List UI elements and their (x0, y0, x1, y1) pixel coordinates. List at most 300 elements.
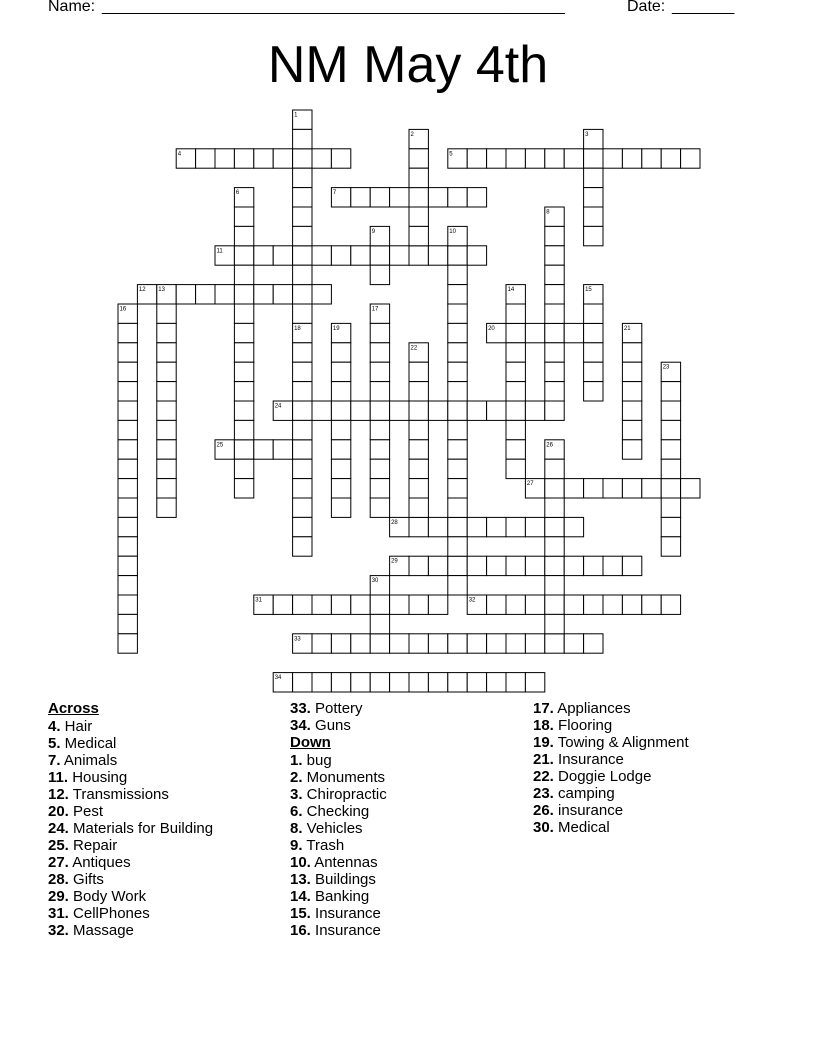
grid-cell[interactable] (545, 246, 564, 265)
grid-cell[interactable] (293, 188, 312, 207)
grid-cell[interactable] (118, 440, 137, 459)
grid-cell[interactable] (448, 634, 467, 653)
grid-cell[interactable] (293, 265, 312, 284)
grid-cell[interactable] (506, 362, 525, 381)
grid-cell[interactable] (681, 479, 700, 498)
grid-cell[interactable] (331, 673, 350, 692)
grid-cell[interactable] (157, 382, 176, 401)
grid-cell[interactable] (545, 323, 564, 342)
grid-cell[interactable] (409, 382, 428, 401)
grid-cell[interactable] (545, 343, 564, 362)
grid-cell[interactable] (428, 517, 447, 536)
grid-cell[interactable] (506, 595, 525, 614)
grid-cell[interactable] (467, 401, 486, 420)
grid-cell[interactable] (525, 149, 544, 168)
grid-cell[interactable] (642, 479, 661, 498)
grid-cell[interactable] (409, 188, 428, 207)
grid-cell[interactable] (584, 479, 603, 498)
grid-cell[interactable] (118, 614, 137, 633)
grid-cell[interactable] (564, 323, 583, 342)
grid-cell[interactable] (331, 459, 350, 478)
grid-cell[interactable] (234, 479, 253, 498)
grid-cell[interactable] (428, 188, 447, 207)
grid-cell[interactable] (661, 537, 680, 556)
grid-cell[interactable] (118, 537, 137, 556)
grid-cell[interactable] (312, 401, 331, 420)
grid-cell[interactable] (293, 246, 312, 265)
grid-cell[interactable] (234, 323, 253, 342)
grid-cell[interactable] (661, 517, 680, 536)
grid-cell[interactable] (525, 595, 544, 614)
grid-cell[interactable] (487, 149, 506, 168)
grid-cell[interactable] (390, 188, 409, 207)
grid-cell[interactable] (545, 382, 564, 401)
grid-cell[interactable] (467, 673, 486, 692)
grid-cell[interactable] (118, 634, 137, 653)
grid-cell[interactable] (331, 343, 350, 362)
grid-cell[interactable] (448, 673, 467, 692)
grid-cell[interactable] (448, 420, 467, 439)
grid-cell[interactable] (293, 129, 312, 148)
grid-cell[interactable] (351, 188, 370, 207)
grid-cell[interactable] (293, 459, 312, 478)
grid-cell[interactable] (506, 420, 525, 439)
grid-cell[interactable] (293, 304, 312, 323)
grid-cell[interactable] (118, 576, 137, 595)
grid-cell[interactable] (370, 401, 389, 420)
grid-cell[interactable] (661, 401, 680, 420)
grid-cell[interactable] (293, 226, 312, 245)
cell-number: 23 (662, 364, 670, 371)
grid-cell[interactable] (370, 362, 389, 381)
grid-cell[interactable] (409, 634, 428, 653)
grid-cell[interactable] (409, 207, 428, 226)
grid-cell[interactable] (409, 362, 428, 381)
grid-cell[interactable] (564, 149, 583, 168)
grid-cell[interactable] (448, 479, 467, 498)
grid-cell[interactable] (157, 420, 176, 439)
grid-cell[interactable] (370, 246, 389, 265)
grid-cell[interactable] (118, 517, 137, 536)
grid-cell[interactable] (370, 188, 389, 207)
grid-cell[interactable] (487, 634, 506, 653)
grid-cell[interactable] (370, 459, 389, 478)
grid-cell[interactable] (293, 673, 312, 692)
grid-cell[interactable] (370, 343, 389, 362)
grid-cell[interactable] (312, 246, 331, 265)
grid-cell[interactable] (545, 595, 564, 614)
date-line[interactable]: _______ (672, 0, 735, 15)
grid-cell[interactable] (370, 323, 389, 342)
grid-cell[interactable] (545, 576, 564, 595)
grid-cell[interactable] (293, 285, 312, 304)
grid-cell[interactable] (564, 517, 583, 536)
grid-cell[interactable] (273, 246, 292, 265)
grid-cell[interactable] (603, 595, 622, 614)
grid-cell[interactable] (409, 401, 428, 420)
grid-cell[interactable] (506, 343, 525, 362)
grid-cell[interactable] (545, 226, 564, 245)
grid-cell[interactable] (409, 168, 428, 187)
grid-cell[interactable] (506, 556, 525, 575)
grid-cell[interactable] (351, 595, 370, 614)
grid-cell[interactable] (370, 420, 389, 439)
grid-cell[interactable] (467, 556, 486, 575)
grid-cell[interactable] (409, 420, 428, 439)
grid-cell[interactable] (234, 149, 253, 168)
grid-cell[interactable] (312, 673, 331, 692)
grid-cell[interactable] (331, 401, 350, 420)
grid-cell[interactable] (118, 420, 137, 439)
grid-cell[interactable] (351, 634, 370, 653)
grid-cell[interactable] (118, 323, 137, 342)
grid-cell[interactable] (409, 556, 428, 575)
grid-cell[interactable] (584, 304, 603, 323)
grid-cell[interactable] (584, 188, 603, 207)
grid-cell[interactable] (157, 362, 176, 381)
grid-cell[interactable] (118, 362, 137, 381)
grid-cell[interactable] (564, 556, 583, 575)
grid-cell[interactable] (428, 595, 447, 614)
grid-cell[interactable] (487, 517, 506, 536)
grid-cell[interactable] (545, 459, 564, 478)
grid-cell[interactable] (331, 440, 350, 459)
grid-cell[interactable] (661, 595, 680, 614)
grid-cell[interactable] (448, 188, 467, 207)
grid-cell[interactable] (331, 634, 350, 653)
grid-cell[interactable] (584, 207, 603, 226)
grid-cell[interactable] (506, 304, 525, 323)
grid-cell[interactable] (584, 343, 603, 362)
grid-cell[interactable] (506, 149, 525, 168)
grid-cell[interactable] (506, 673, 525, 692)
grid-cell[interactable] (448, 401, 467, 420)
grid-cell[interactable] (545, 401, 564, 420)
grid-cell[interactable] (545, 556, 564, 575)
grid-cell[interactable] (370, 614, 389, 633)
date-label: Date: (627, 0, 666, 15)
grid-cell[interactable] (157, 479, 176, 498)
grid-cell[interactable] (409, 595, 428, 614)
grid-cell[interactable] (118, 382, 137, 401)
grid-cell[interactable] (254, 440, 273, 459)
grid-cell[interactable] (370, 440, 389, 459)
grid-cell[interactable] (234, 246, 253, 265)
grid-cell[interactable] (331, 420, 350, 439)
grid-cell[interactable] (506, 440, 525, 459)
grid-cell[interactable] (622, 343, 641, 362)
grid-cell[interactable] (622, 595, 641, 614)
grid-cell[interactable] (448, 517, 467, 536)
grid-cell[interactable] (661, 479, 680, 498)
grid-cell[interactable] (254, 149, 273, 168)
grid-cell[interactable] (157, 498, 176, 517)
grid-cell[interactable] (525, 323, 544, 342)
grid-cell[interactable] (312, 285, 331, 304)
grid-cell[interactable] (467, 149, 486, 168)
grid-cell[interactable] (196, 149, 215, 168)
grid-cell[interactable] (525, 401, 544, 420)
grid-cell[interactable] (622, 440, 641, 459)
grid-cell[interactable] (622, 362, 641, 381)
grid-cell[interactable] (525, 634, 544, 653)
grid-cell[interactable] (351, 246, 370, 265)
grid-cell[interactable] (564, 595, 583, 614)
grid-cell[interactable] (118, 595, 137, 614)
grid-cell[interactable] (331, 595, 350, 614)
grid-cell[interactable] (584, 149, 603, 168)
grid-cell[interactable] (622, 149, 641, 168)
grid-cell[interactable] (157, 304, 176, 323)
name-line[interactable]: ____________________________________________________ (102, 0, 565, 15)
grid-cell[interactable] (118, 498, 137, 517)
grid-cell[interactable] (564, 479, 583, 498)
grid-cell[interactable] (370, 265, 389, 284)
grid-cell[interactable] (448, 498, 467, 517)
grid-cell[interactable] (448, 556, 467, 575)
grid-cell[interactable] (293, 479, 312, 498)
grid-cell[interactable] (428, 556, 447, 575)
cell-number: 11 (216, 248, 223, 255)
grid-cell[interactable] (545, 614, 564, 633)
grid-cell[interactable] (584, 556, 603, 575)
grid-cell[interactable] (467, 246, 486, 265)
grid-cell[interactable] (487, 401, 506, 420)
grid-cell[interactable] (157, 440, 176, 459)
grid-cell[interactable] (157, 343, 176, 362)
down-clue: 3. Chiropractic (290, 786, 387, 803)
grid-cell[interactable] (157, 323, 176, 342)
grid-cell[interactable] (196, 285, 215, 304)
grid-cell[interactable] (428, 634, 447, 653)
grid-cell[interactable] (331, 246, 350, 265)
grid-cell[interactable] (331, 479, 350, 498)
grid-cell[interactable] (428, 246, 447, 265)
grid-cell[interactable] (293, 440, 312, 459)
grid-cell[interactable] (603, 479, 622, 498)
grid-cell[interactable] (661, 498, 680, 517)
grid-cell[interactable] (234, 459, 253, 478)
grid-cell[interactable] (448, 459, 467, 478)
grid-cell[interactable] (428, 673, 447, 692)
grid-cell[interactable] (448, 343, 467, 362)
grid-cell[interactable] (584, 362, 603, 381)
grid-cell[interactable] (331, 362, 350, 381)
grid-cell[interactable] (545, 517, 564, 536)
grid-cell[interactable] (118, 459, 137, 478)
grid-cell[interactable] (584, 595, 603, 614)
grid-cell[interactable] (331, 149, 350, 168)
grid-cell[interactable] (234, 304, 253, 323)
grid-cell[interactable] (603, 556, 622, 575)
grid-cell[interactable] (506, 517, 525, 536)
grid-cell[interactable] (584, 382, 603, 401)
grid-cell[interactable] (409, 673, 428, 692)
grid-cell[interactable] (331, 382, 350, 401)
grid-cell[interactable] (351, 401, 370, 420)
grid-cell[interactable] (622, 401, 641, 420)
grid-cell[interactable] (545, 634, 564, 653)
grid-cell[interactable] (351, 673, 370, 692)
grid-cell[interactable] (506, 459, 525, 478)
grid-cell[interactable] (409, 479, 428, 498)
grid-cell[interactable] (118, 401, 137, 420)
grid-cell[interactable] (661, 420, 680, 439)
grid-cell[interactable] (390, 595, 409, 614)
grid-cell[interactable] (234, 401, 253, 420)
cell-number: 16 (119, 306, 127, 313)
grid-cell[interactable] (409, 498, 428, 517)
grid-cell[interactable] (564, 634, 583, 653)
grid-cell[interactable] (525, 517, 544, 536)
grid-cell[interactable] (370, 634, 389, 653)
grid-cell[interactable] (409, 517, 428, 536)
grid-cell[interactable] (409, 440, 428, 459)
grid-cell[interactable] (622, 479, 641, 498)
grid-cell[interactable] (545, 479, 564, 498)
grid-cell[interactable] (545, 304, 564, 323)
grid-cell[interactable] (622, 556, 641, 575)
grid-cell[interactable] (467, 188, 486, 207)
grid-cell[interactable] (409, 246, 428, 265)
grid-cell[interactable] (273, 149, 292, 168)
grid-cell[interactable] (642, 595, 661, 614)
grid-cell[interactable] (118, 556, 137, 575)
grid-cell[interactable] (293, 420, 312, 439)
grid-cell[interactable] (293, 517, 312, 536)
grid-cell[interactable] (390, 673, 409, 692)
grid-cell[interactable] (312, 595, 331, 614)
grid-cell[interactable] (234, 285, 253, 304)
grid-cell[interactable] (448, 323, 467, 342)
grid-cell[interactable] (293, 149, 312, 168)
grid-cell[interactable] (293, 168, 312, 187)
grid-cell[interactable] (448, 537, 467, 556)
grid-cell[interactable] (448, 382, 467, 401)
grid-cell[interactable] (467, 634, 486, 653)
grid-cell[interactable] (622, 382, 641, 401)
cell-number: 15 (585, 287, 592, 294)
grid-cell[interactable] (118, 343, 137, 362)
grid-cell[interactable] (390, 246, 409, 265)
grid-cell[interactable] (293, 537, 312, 556)
grid-cell[interactable] (545, 149, 564, 168)
grid-cell[interactable] (234, 343, 253, 362)
grid-cell[interactable] (487, 595, 506, 614)
grid-cell[interactable] (157, 401, 176, 420)
grid-cell[interactable] (487, 556, 506, 575)
grid-cell[interactable] (273, 595, 292, 614)
grid-cell[interactable] (487, 673, 506, 692)
grid-cell[interactable] (409, 149, 428, 168)
grid-cell[interactable] (525, 556, 544, 575)
grid-cell[interactable] (273, 440, 292, 459)
grid-cell[interactable] (506, 401, 525, 420)
grid-cell[interactable] (234, 226, 253, 245)
grid-cell[interactable] (176, 285, 195, 304)
grid-cell[interactable] (312, 149, 331, 168)
grid-cell[interactable] (661, 459, 680, 478)
grid-cell[interactable] (273, 285, 292, 304)
grid-cell[interactable] (681, 149, 700, 168)
grid-cell[interactable] (254, 285, 273, 304)
grid-cell[interactable] (584, 168, 603, 187)
grid-cell[interactable] (409, 459, 428, 478)
grid-cell[interactable] (234, 362, 253, 381)
grid-cell[interactable] (448, 440, 467, 459)
grid-cell[interactable] (234, 207, 253, 226)
grid-cell[interactable] (293, 207, 312, 226)
grid-cell[interactable] (157, 459, 176, 478)
grid-cell[interactable] (234, 382, 253, 401)
grid-cell[interactable] (448, 576, 467, 595)
grid-cell[interactable] (293, 343, 312, 362)
grid-cell[interactable] (390, 634, 409, 653)
grid-cell[interactable] (448, 246, 467, 265)
grid-cell[interactable] (506, 323, 525, 342)
grid-cell[interactable] (622, 420, 641, 439)
grid-cell[interactable] (506, 634, 525, 653)
grid-cell[interactable] (370, 595, 389, 614)
grid-cell[interactable] (661, 440, 680, 459)
grid-cell[interactable] (467, 517, 486, 536)
grid-cell[interactable] (545, 285, 564, 304)
grid-cell[interactable] (293, 362, 312, 381)
grid-cell[interactable] (545, 537, 564, 556)
grid-cell[interactable] (545, 362, 564, 381)
grid-cell[interactable] (293, 382, 312, 401)
grid-cell[interactable] (448, 362, 467, 381)
grid-cell[interactable] (584, 634, 603, 653)
grid-cell[interactable] (448, 265, 467, 284)
grid-cell[interactable] (448, 285, 467, 304)
grid-cell[interactable] (234, 440, 253, 459)
grid-cell[interactable] (370, 498, 389, 517)
grid-cell[interactable] (254, 246, 273, 265)
cell-number: 30 (371, 578, 379, 585)
grid-cell[interactable] (428, 401, 447, 420)
across-clue: 32. Massage (48, 922, 134, 939)
grid-cell[interactable] (293, 401, 312, 420)
grid-cell[interactable] (506, 382, 525, 401)
grid-cell[interactable] (215, 149, 234, 168)
grid-cell[interactable] (312, 634, 331, 653)
grid-cell[interactable] (370, 382, 389, 401)
grid-cell[interactable] (118, 479, 137, 498)
grid-cell[interactable] (390, 401, 409, 420)
down-clue: 10. Antennas (290, 854, 378, 871)
grid-cell[interactable] (409, 226, 428, 245)
grid-cell[interactable] (234, 420, 253, 439)
grid-cell[interactable] (293, 595, 312, 614)
grid-cell[interactable] (215, 285, 234, 304)
grid-cell[interactable] (603, 149, 622, 168)
grid-cell[interactable] (545, 265, 564, 284)
grid-cell[interactable] (661, 149, 680, 168)
grid-cell[interactable] (448, 304, 467, 323)
grid-cell[interactable] (370, 673, 389, 692)
grid-cell[interactable] (545, 498, 564, 517)
grid-cell[interactable] (584, 226, 603, 245)
grid-cell[interactable] (584, 323, 603, 342)
grid-cell[interactable] (331, 498, 350, 517)
grid-cell[interactable] (370, 479, 389, 498)
grid-cell[interactable] (525, 673, 544, 692)
grid-cell[interactable] (642, 149, 661, 168)
grid-cell[interactable] (234, 265, 253, 284)
grid-cell[interactable] (293, 498, 312, 517)
grid-cell[interactable] (661, 382, 680, 401)
